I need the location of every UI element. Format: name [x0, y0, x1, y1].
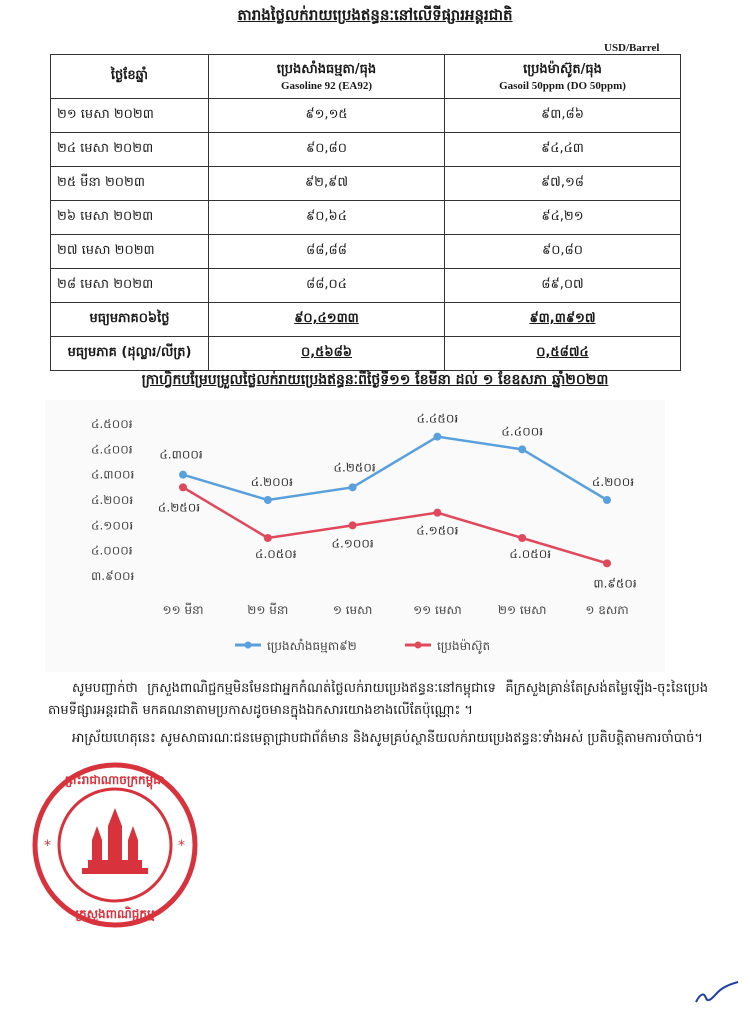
- chart-title: [0, 370, 750, 391]
- header-gasoil-label: ប្រេងម៉ាស៊ូត/ធុង: [523, 62, 602, 77]
- row-gasoil-price: ៩៤,២១: [445, 201, 681, 235]
- average-liter-gasoil: [445, 337, 681, 371]
- data-point: [518, 534, 526, 542]
- angkor-temple-icon: [82, 808, 148, 874]
- data-label: ៣.៩៥០៛: [593, 576, 637, 591]
- x-tick-label: ២១ មេសា: [497, 603, 547, 617]
- data-label: ៤.២៥០៛: [333, 460, 376, 475]
- y-tick-label: ៤.០០០៛: [91, 543, 133, 558]
- header-date: [51, 55, 209, 99]
- row-gasoline-price: ៩១,១៥: [209, 99, 445, 133]
- y-tick-label: ៤.១០០៛: [91, 518, 134, 533]
- average-label: មធ្យមភាគ០៦ថ្ងៃ: [51, 303, 209, 337]
- row-gasoil-price: ៩០,៨០: [445, 235, 681, 269]
- y-tick-label: ៣.៩០០៛: [91, 569, 135, 583]
- y-tick-label: ៤.២០០៛: [91, 493, 134, 507]
- table-row: [51, 99, 681, 133]
- seal-text-bottom: ក្រសួងពាណិជ្ជកម្ម: [75, 907, 155, 921]
- row-date: ២៥ មីនា ២០២៣: [51, 167, 209, 201]
- data-label: ៤.២៥០៛: [157, 500, 201, 515]
- x-tick-label: ១ ឧសភា: [585, 603, 629, 617]
- row-date: ២៤ មេសា ២០២៣: [51, 133, 209, 167]
- data-label: ៤.២០០៛: [250, 475, 293, 489]
- data-point: [433, 509, 441, 517]
- legend-label: ប្រេងសាំងធម្មតា៩២: [267, 639, 357, 653]
- data-label: ៤.៤០០៛: [501, 424, 544, 439]
- average-liter-gasoline: [209, 337, 445, 371]
- data-point: [349, 483, 357, 491]
- document-title: តារាងថ្លៃលក់រាយប្រេងឥន្ធនៈនៅលើទីផ្សារអន្តរជាតិ: [237, 6, 513, 24]
- header-gasoline-label: ប្រេងសាំងធម្មតា/ធុង: [276, 62, 377, 77]
- data-label: ៤.៤៥០៛: [416, 411, 459, 426]
- data-point: [179, 483, 187, 491]
- data-point: [264, 496, 272, 504]
- x-tick-label: ១១ មីនា: [162, 603, 204, 617]
- average-gasoline-value: ៩០,៤១៣៣: [294, 311, 359, 326]
- row-gasoil-price: ៨៩,០៧: [445, 269, 681, 303]
- header-gasoline-sublabel: Gasoline 92 (EA92): [280, 80, 373, 92]
- data-point: [603, 559, 611, 567]
- seal-star-right: *: [178, 838, 185, 854]
- note-paragraph-2: អាស្រ័យហេតុនេះ សូមសាធារណៈជនមេត្តាជ្រាបជាព័ត៌មាន និងសូមគ្រប់ស្ថានីយលក់រាយប្រេងឥន្ធនៈទាំងអស់ ប្រតិបត្តិតាមការចាំបាច់។: [72, 731, 703, 746]
- data-label: ៤.១៥០៛: [416, 523, 459, 538]
- data-label: ៤.១០០៛: [331, 536, 374, 551]
- y-tick-label: ៤.៥០០៛: [91, 417, 133, 431]
- average-liter-gasoline-value: ០,៥៦៨៦: [301, 345, 352, 360]
- signature-mark: [692, 978, 742, 1008]
- row-gasoline-price: ៩២,៩៧: [209, 167, 445, 201]
- header-gasoil: [445, 55, 681, 99]
- average-gasoil: [445, 303, 681, 337]
- table-row: [51, 269, 681, 303]
- legend-marker: [415, 642, 422, 649]
- row-gasoline-price: ៩០,៦៤: [209, 201, 445, 235]
- price-table: [50, 54, 681, 371]
- data-point: [264, 534, 272, 542]
- data-point: [518, 445, 526, 453]
- average-gasoil-value: ៩៣,៣៩១៧: [529, 311, 596, 326]
- average-liter-label: មធ្យមភាគ (ដុល្លារ/លីត្រ): [51, 337, 209, 371]
- table-row: [51, 167, 681, 201]
- ministry-seal: [30, 760, 200, 930]
- data-label: ៤.០៥០៛: [254, 547, 297, 561]
- data-point: [603, 496, 611, 504]
- data-point: [179, 471, 187, 479]
- table-row: [51, 201, 681, 235]
- data-point: [349, 521, 357, 529]
- average-gasoline: [209, 303, 445, 337]
- data-point: [433, 433, 441, 441]
- unit-label: USD/Barrel: [604, 42, 660, 54]
- chart-title-text: ក្រាហ្វិកបម្រែបម្រួលថ្លៃលក់រាយប្រេងឥន្ធនៈពីថ្ងៃទី១១ ខែមីនា ដល់ ១ ខែឧសភា ឆ្នាំ២០២៣: [141, 372, 609, 388]
- seal-star-left: *: [44, 838, 51, 854]
- header-gasoil-sublabel: Gasoil 50ppm (DO 50ppm): [499, 80, 626, 92]
- y-tick-label: ៤.៣០០៛: [91, 467, 135, 482]
- legend-label: ប្រេងម៉ាស៊ូត: [437, 639, 491, 653]
- table-average-liter-row: [51, 337, 681, 371]
- row-gasoil-price: ៩៧,១៨: [445, 167, 681, 201]
- price-line-chart: [45, 400, 665, 672]
- legend-marker: [245, 642, 252, 649]
- table-average-row: [51, 303, 681, 337]
- header-gasoline: [209, 55, 445, 99]
- header-date-label: ថ្ងៃខែឆ្នាំ: [110, 68, 149, 83]
- row-date: ២៨ មេសា ២០២៣: [51, 269, 209, 303]
- row-gasoline-price: ៨៨,០៤: [209, 269, 445, 303]
- row-date: ២១ មេសា ២០២៣: [51, 99, 209, 133]
- row-gasoline-price: ៩០,៨០: [209, 133, 445, 167]
- note-paragraph-1: សូមបញ្ជាក់ថា ក្រសួងពាណិជ្ជកម្មមិនមែនជាអ្នកកំណត់ថ្លៃលក់រាយប្រេងឥន្ធនៈនៅកម្ពុជាទេ គឺក្រសួងគ្រាន់តែស្រង់តម្លៃឡើង-ចុះនៃប្រេងតាមទីផ្សារអន្តរជាតិ មកគណនាតាមប្រកាសដូចមានក្នុងឯកសារយោងខាងលើតែប៉ុណ្ណោះ ។: [48, 681, 708, 718]
- table-header-row: [51, 55, 681, 99]
- y-tick-label: ៤.៤០០៛: [91, 442, 133, 457]
- data-label: ៤.០៥០៛: [509, 547, 552, 561]
- data-label: ៤.៣០០៛: [159, 447, 203, 462]
- row-gasoil-price: ៩៣,៨៦: [445, 99, 681, 133]
- row-date: ២៧ មេសា ២០២៣: [51, 235, 209, 269]
- row-date: ២៦ មេសា ២០២៣: [51, 201, 209, 235]
- seal-text-top: ព្រះរាជាណាចក្រកម្ពុជា: [65, 773, 165, 787]
- x-tick-label: ១ មេសា: [332, 603, 373, 617]
- row-gasoline-price: ៨៨,៨៨: [209, 235, 445, 269]
- x-tick-label: ១១ មេសា: [413, 603, 462, 617]
- table-row: [51, 133, 681, 167]
- average-liter-gasoil-value: ០,៥៨៧៤: [536, 345, 589, 360]
- table-row: [51, 235, 681, 269]
- x-tick-label: ២១ មីនា: [247, 603, 289, 617]
- data-label: ៤.២០០៛: [591, 475, 635, 489]
- row-gasoil-price: ៩៤,៤៣: [445, 133, 681, 167]
